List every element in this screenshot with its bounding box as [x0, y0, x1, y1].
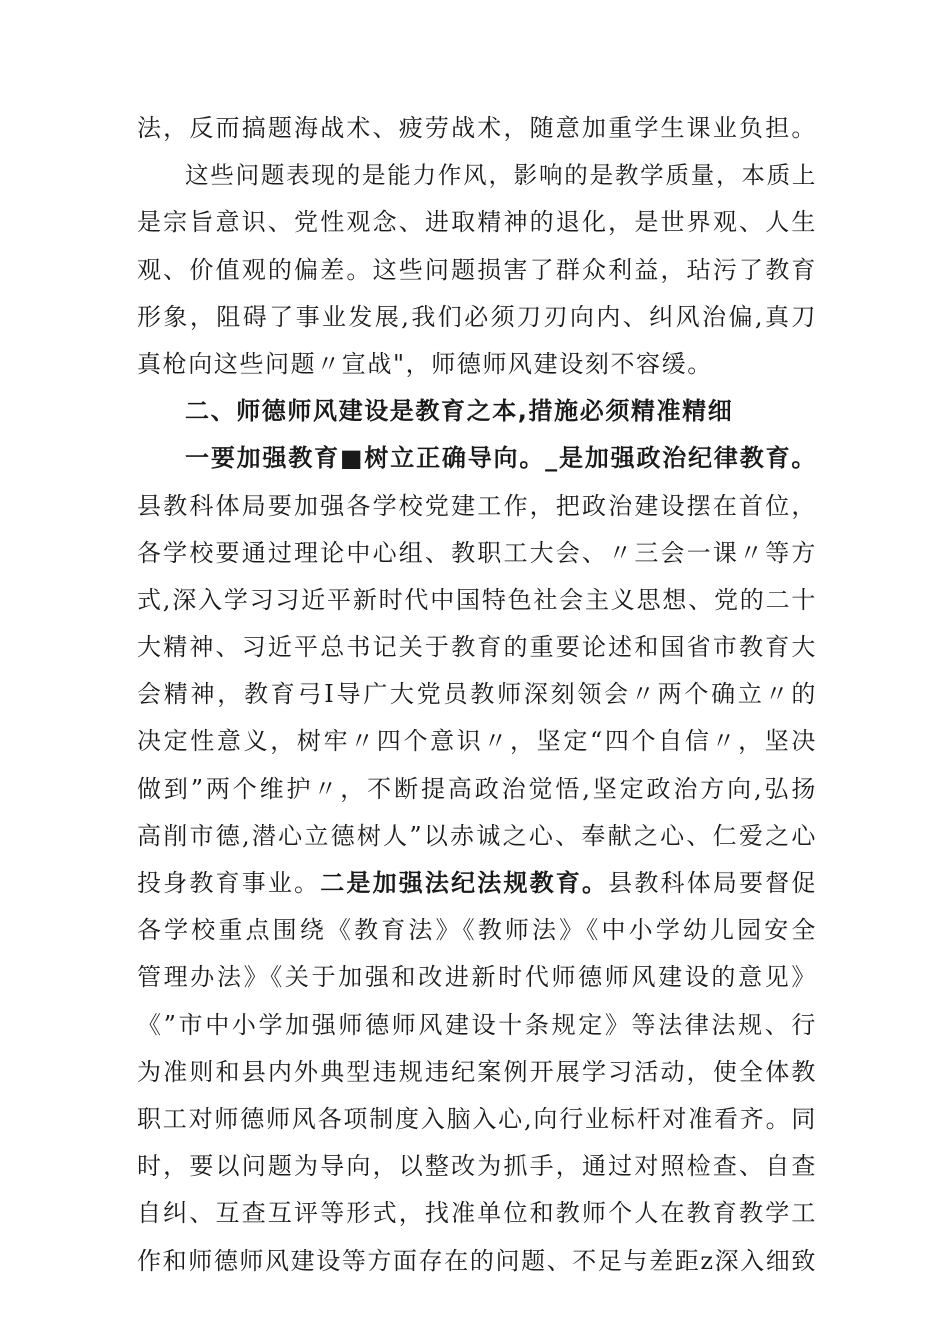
bold-heading-run: 二是加强法纪法规教育。 [320, 869, 609, 897]
text-line: 做到”两个维护〃，不断提高政治觉悟,坚定政治方向,弘扬 [137, 774, 817, 803]
text-line: 为准则和县内外典型违规违纪案例开展学习活动，使全体教 [137, 1057, 817, 1086]
text-line: 县教科体局要加强各学校党建工作，把政治建设摆在首位， [137, 491, 817, 520]
text-line: 作和师德师风建设等方面存在的问题、不足与差距z深入细致 [137, 1246, 817, 1275]
paragraph-first-line: 这些问题表现的是能力作风，影响的是教学质量，本质上 [185, 161, 817, 190]
text-line: 各学校要通过理论中心组、教职工大会、〃三会一课〃等方 [137, 538, 817, 567]
body-text [137, 105, 817, 1285]
section-heading: 二、师德师风建设是教育之本,措施必须精准精细 [185, 397, 734, 426]
text-run: 县教科体局要督促 [608, 869, 817, 897]
text-line: 时，要以问题为导向，以整改为抓手，通过对照检查、自查 [137, 1152, 817, 1181]
text-line: 是宗旨意识、党性观念、进取精神的退化，是世界观、人生 [137, 208, 817, 237]
text-line: 《”市中小学加强师德师风建设十条规定》等法律法规、行 [137, 1010, 817, 1039]
text-line: 管理办法》《关于加强和改进新时代师德师风建设的意见》 [137, 963, 817, 992]
text-line: 决定性意义，树牢〃四个意识〃，坚定“四个自信〃，坚决 [137, 727, 817, 756]
mixed-line [137, 860, 817, 907]
text-line: 式,深入学习习近平新时代中国特色社会主义思想、党的二十 [137, 585, 817, 614]
text-line: 会精神，教育弓I导广大党员教师深刻领会〃两个确立〃的 [137, 680, 817, 709]
text-line: 法，反而搞题海战术、疲劳战术，随意加重学生课业负担。 [137, 114, 817, 142]
text-line: 观、价值观的偏差。这些问题损害了群众利益，玷污了教育 [137, 255, 817, 284]
subsection-heading: 一要加强教育■树立正确导向。_是加强政治纪律教育。 [185, 444, 817, 473]
text-line: 高削市德,潜心立德树人”以赤诚之心、奉献之心、仁爱之心 [137, 821, 817, 850]
text-line: 各学校重点围绕《教育法》《教师法》《中小学幼儿园安全 [137, 916, 817, 945]
text-line: 职工对师德师风各项制度入脑入心,向行业标杆对准看齐。同 [137, 1104, 817, 1133]
text-line: 自纠、互查互评等形式，找准单位和教师个人在教育教学工 [137, 1199, 817, 1228]
text-run: 投身教育事业。 [137, 869, 321, 897]
text-line: 真枪向这些问题〃宣战"，师德师风建设刻不容缓。 [137, 349, 713, 378]
text-line: 形象，阻碍了事业发展,我们必须刀刃向内、纠风治偏,真刀 [137, 302, 817, 331]
text-line: 大精神、习近平总书记关于教育的重要论述和国省市教育大 [137, 633, 817, 662]
